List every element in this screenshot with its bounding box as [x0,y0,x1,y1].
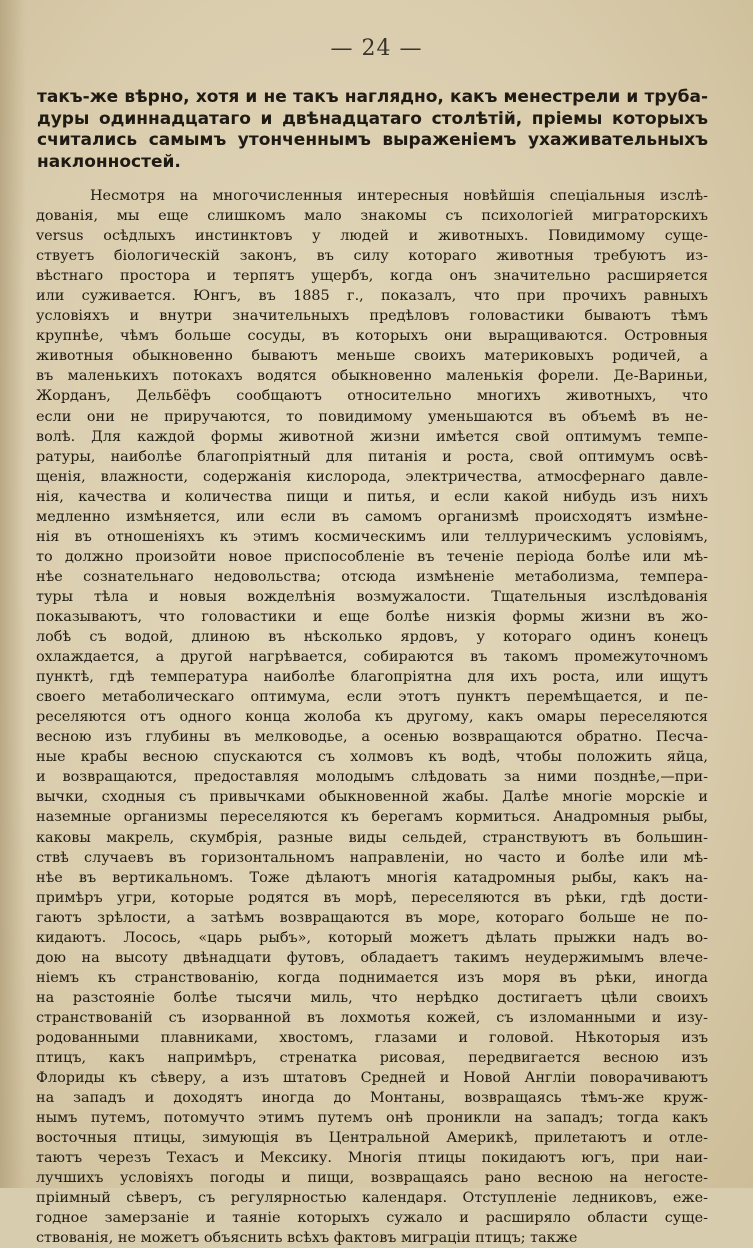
text-line: наклонностей. [37,151,181,172]
text-line: туры тѣла и новыя вожделѣнія возмужалости. Тщательныя изслѣдованія [36,588,708,605]
text-line: въ маленькихъ потокахъ водятся обыкновенно маленькія форели. Де-Вариньи, [36,368,708,385]
text-line: если они не приручаются, то повидимому уменьшаются въ объемѣ въ не- [36,408,708,425]
text-line: дою на высоту двѣнадцати футовъ, обладаетъ такимъ неудержимымъ влече- [36,949,708,966]
text-line: весною изъ глубины въ мелководье, а осенью возвращаются обратно. Песча- [36,729,708,746]
text-line: животныя обыкновенно бываютъ меньше своихъ материковыхъ родичей, а [36,348,708,365]
text-line: ствѣ случаевъ въ горизонтальномъ направленіи, но часто и болѣе или мѣ- [36,849,708,866]
text-line: щенія, влажности, содержанія кислорода, электричества, атмосфернаго давле- [36,468,708,485]
text-line: ные крабы весною спускаются съ холмовъ къ водѣ, чтобы положить яйца, [36,749,708,766]
text-line: на разстояніе болѣе тысячи миль, что нерѣдко достигаетъ цѣли своихъ [36,989,708,1006]
text-line: Жорданъ, Дельбёфъ сообщаютъ относительно многихъ животныхъ, что [36,388,708,405]
text-line: нымъ путемъ, потомучто этимъ путемъ онѣ проникли на западъ; тогда какъ [36,1110,708,1127]
text-line: Флориды къ сѣверу, а изъ штатовъ Средней и Новой Англіи поворачиваютъ [36,1070,708,1087]
text-line: кидаютъ. Лосось, «царь рыбъ», который можетъ дѣлать прыжки надъ во- [36,929,708,946]
text-line: versus осѣдлыхъ инстинктовъ у людей и животныхъ. Повидимому суще- [36,228,708,245]
text-line: годное замерзаніе и таяніе которыхъ сужало и расширяло области суще- [36,1210,708,1227]
text-line: медленно измѣняется, или если въ самомъ организмѣ происходятъ измѣне- [36,508,708,525]
text-line: нія, качества и количества пищи и питья, и если какой нибудь изъ нихъ [36,488,708,505]
text-line: гаютъ зрѣлости, а затѣмъ возвращаются въ море, котораго больше не по- [36,909,708,926]
body-paragraph [36,186,708,1248]
text-line: своего метаболическаго оптимума, если этотъ пунктъ перемѣщается, и пе- [36,689,708,706]
text-line: пунктѣ, гдѣ температура наиболѣе благопріятна для ихъ роста, или ищутъ [36,669,708,686]
text-line: и возвращаются, предоставляя молодымъ слѣдовать за ними позднѣе,—при- [36,769,708,786]
intro-paragraph [37,87,708,173]
text-line: дованія, мы еще слишкомъ мало знакомы съ психологіей мигpаторскихъ [36,208,708,225]
text-line: нѣе въ вертикальномъ. Тоже дѣлаютъ многія катадромныя рыбы, какъ на- [36,869,708,886]
text-line: родованными плавниками, хвостомъ, глазами и головой. Нѣкоторыя изъ [36,1029,708,1046]
text-line: вѣстнаго простора и терпятъ ущербъ, когда онъ значительно расширяется [36,268,708,285]
text-line: Несмотря на многочисленныя интересныя новѣйшія спеціальныя изслѣ- [90,188,708,204]
text-line: ніемъ къ странствованію, когда поднимается изъ моря въ рѣки, иногда [36,969,708,986]
text-line: птицъ, какъ напримѣръ, стренатка рисовая, передвигается весною изъ [36,1050,708,1067]
text-line: волѣ. Для каждой формы животной жизни имѣется свой оптимумъ темпе- [36,428,708,445]
text-line: странствованій съ изорванной въ лохмотья кожей, съ изломанными и изу- [36,1009,708,1026]
text-line: таютъ черезъ Техасъ и Мексику. Многія птицы покидаютъ югъ, при наи- [36,1150,708,1167]
text-line: на западъ и доходятъ иногда до Монтаны, возвращаясь тѣмъ-же круж- [36,1090,708,1107]
text-line: восточныя птицы, зимующія въ Центральной Америкѣ, прилетаютъ и отле- [36,1130,708,1147]
text-line: нѣе сознательнаго недовольства; отсюда измѣненіе метаболизма, темпера- [36,568,708,585]
text-line: или суживается. Юнгъ, въ 1885 г., показалъ, что при прочихъ равныхъ [36,288,708,305]
text-line: такъ-же вѣрно, хотя и не такъ наглядно, какъ менестрели и труба- [37,87,708,107]
text-line: нія въ отношеніяхъ къ этимъ космическимъ или теллурическимъ условіямъ, [36,528,708,545]
text-line: то должно произойти новое приспособленіе въ теченіе періода болѣе или мѣ- [36,548,708,565]
text-line: условіяхъ и внутри значительныхъ предѣловъ головастики бываютъ тѣмъ [36,308,708,325]
text-line: примѣръ угри, которые родятся въ морѣ, переселяются въ рѣки, гдѣ дости- [36,889,708,906]
text-line: крупнѣе, чѣмъ больше сосуды, въ которыхъ они выращиваются. Островныя [36,328,708,345]
page-number: — 24 — [330,36,423,61]
text-line: ратуры, наиболѣе благопріятный для питанія и роста, свой оптимумъ освѣ- [36,448,708,465]
text-line: пріимный сѣверъ, съ регулярностью календаря. Отступленіе ледниковъ, еже- [36,1190,708,1207]
text-line: ствованія, не можетъ объяснить всѣхъ фактовъ миграціи птицъ; также [36,1230,578,1247]
text-line: лобѣ съ водой, длиною въ нѣсколько ярдовъ, у котораго одинъ конецъ [36,629,708,646]
text-line: показываютъ, что головастики и еще болѣе низкія формы жизни въ жо- [36,608,708,625]
text-line: каковы макрель, скумбрія, разные виды сельдей, странствуютъ въ большин- [36,829,708,846]
text-line: наземные организмы переселяются къ берегамъ кормиться. Анадромныя рыбы, [36,809,708,826]
text-line: вычки, сходныя съ привычками обыкновенной жабы. Далѣе многіе морскіе и [36,789,708,806]
text-line: лучшихъ условіяхъ погоды и пищи, возвращаясь рано весною на негосте- [36,1170,708,1187]
text-line: реселяются отъ одного конца жолоба къ другому, какъ омары переселяются [36,709,708,726]
text-line: ствуетъ біологическій законъ, въ силу котораго животныя требуютъ из- [36,248,708,265]
binding-shadow [0,0,26,1188]
text-line: охлаждается, а другой нагрѣвается, собираются въ такомъ промежуточномъ [36,649,708,666]
text-line: дуры одиннадцатаго и двѣнадцатаго столѣтій, пріемы которыхъ [37,108,708,129]
text-line: считались самымъ утонченнымъ выраженіемъ ухаживательныхъ [37,130,708,150]
